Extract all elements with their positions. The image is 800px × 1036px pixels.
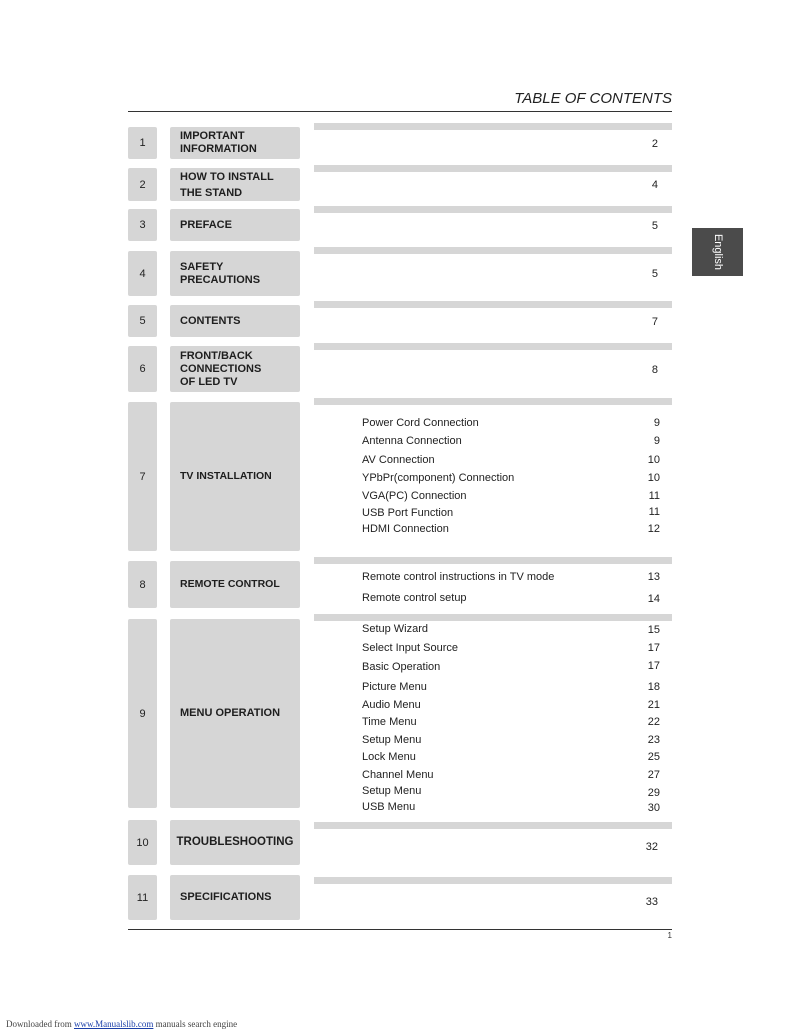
subsection-label[interactable]: Lock Menu bbox=[362, 751, 416, 763]
section-title[interactable]: FRONT/BACK CONNECTIONS OF LED TV bbox=[170, 346, 300, 392]
section-number: 1 bbox=[128, 127, 157, 159]
section-number: 11 bbox=[128, 875, 157, 920]
section-page[interactable]: 5 bbox=[651, 220, 658, 232]
subsection-page[interactable]: 15 bbox=[647, 624, 660, 636]
subsection-page[interactable]: 27 bbox=[647, 769, 660, 781]
subsection-page[interactable]: 9 bbox=[653, 435, 660, 447]
manualslib-link[interactable]: www.Manualslib.com bbox=[73, 1019, 154, 1029]
bottom-rule bbox=[128, 929, 672, 930]
subsection-label[interactable]: USB Menu bbox=[362, 801, 416, 813]
subsection-page[interactable]: 9 bbox=[653, 417, 660, 429]
subsection-page[interactable]: 13 bbox=[647, 571, 660, 583]
subsection-page[interactable]: 12 bbox=[647, 523, 660, 535]
section-bar bbox=[314, 398, 672, 405]
subsection-page[interactable]: 29 bbox=[647, 787, 660, 799]
section-bar bbox=[314, 165, 672, 172]
subsection-label[interactable]: Picture Menu bbox=[362, 681, 427, 693]
section-title[interactable]: SAFETY PRECAUTIONS bbox=[170, 251, 300, 296]
section-bar bbox=[314, 301, 672, 308]
subsection-label[interactable]: YPbPr(component) Connection bbox=[362, 472, 515, 484]
subsection-label[interactable]: Setup Menu bbox=[362, 785, 422, 797]
section-bar bbox=[314, 614, 672, 621]
section-number: 7 bbox=[128, 402, 157, 551]
subsection-label[interactable]: Audio Menu bbox=[362, 699, 421, 711]
section-title[interactable]: MENU OPERATION bbox=[170, 619, 300, 808]
section-title[interactable]: SPECIFICATIONS bbox=[170, 875, 300, 920]
section-bar bbox=[314, 557, 672, 564]
download-footer bbox=[6, 1019, 237, 1029]
subsection-page[interactable]: 22 bbox=[647, 716, 660, 728]
subsection-page[interactable]: 14 bbox=[647, 593, 660, 605]
page-number: 1 bbox=[667, 931, 672, 940]
section-title[interactable]: REMOTE CONTROL bbox=[170, 561, 300, 608]
section-page[interactable]: 7 bbox=[651, 316, 658, 328]
subsection-page[interactable]: 25 bbox=[647, 751, 660, 763]
subsection-label[interactable]: Power Cord Connection bbox=[362, 417, 479, 429]
section-title[interactable]: IMPORTANT INFORMATION bbox=[170, 127, 300, 159]
section-bar bbox=[314, 343, 672, 350]
section-title[interactable]: TROUBLESHOOTING bbox=[170, 820, 300, 865]
section-page[interactable]: 2 bbox=[651, 138, 658, 150]
subsection-label[interactable]: Setup Menu bbox=[362, 734, 422, 746]
subsection-label[interactable]: USB Port Function bbox=[362, 507, 454, 519]
section-page[interactable]: 4 bbox=[651, 179, 658, 191]
subsection-label[interactable]: Basic Operation bbox=[362, 661, 441, 673]
language-tab bbox=[692, 228, 743, 276]
subsection-page[interactable]: 23 bbox=[647, 734, 660, 746]
section-number: 2 bbox=[128, 168, 157, 201]
subsection-page[interactable]: 10 bbox=[647, 454, 660, 466]
subsection-label[interactable]: Antenna Connection bbox=[362, 435, 462, 447]
section-number: 10 bbox=[128, 820, 157, 865]
section-bar bbox=[314, 123, 672, 130]
section-page[interactable]: 32 bbox=[645, 841, 658, 853]
section-title[interactable]: CONTENTS bbox=[170, 305, 300, 337]
section-number: 3 bbox=[128, 209, 157, 241]
subsection-page[interactable]: 10 bbox=[647, 472, 660, 484]
section-page[interactable]: 8 bbox=[651, 364, 658, 376]
subsection-label[interactable]: Setup Wizard bbox=[362, 623, 429, 635]
subsection-label[interactable]: Time Menu bbox=[362, 716, 417, 728]
subsection-label[interactable]: Channel Menu bbox=[362, 769, 434, 781]
language-tab-label: English bbox=[711, 233, 724, 271]
subsection-page[interactable]: 11 bbox=[648, 506, 660, 518]
subsection-label[interactable]: HDMI Connection bbox=[362, 523, 449, 535]
subsection-page[interactable]: 17 bbox=[647, 642, 660, 654]
subsection-label[interactable]: AV Connection bbox=[362, 454, 435, 466]
section-number: 8 bbox=[128, 561, 157, 608]
subsection-page[interactable]: 21 bbox=[647, 699, 660, 711]
top-rule bbox=[128, 111, 672, 112]
subsection-label[interactable]: VGA(PC) Connection bbox=[362, 490, 467, 502]
section-title[interactable]: PREFACE bbox=[170, 209, 300, 241]
section-bar bbox=[314, 247, 672, 254]
section-bar bbox=[314, 206, 672, 213]
section-bar bbox=[314, 877, 672, 884]
subsection-page[interactable]: 11 bbox=[648, 490, 660, 502]
section-title[interactable]: TV INSTALLATION bbox=[170, 402, 300, 551]
subsection-label[interactable]: Remote control instructions in TV mode bbox=[362, 571, 555, 583]
section-page[interactable]: 5 bbox=[651, 268, 658, 280]
section-number: 4 bbox=[128, 251, 157, 296]
footer-prefix: Downloaded from bbox=[6, 1019, 74, 1029]
section-page[interactable]: 33 bbox=[645, 896, 658, 908]
subsection-page[interactable]: 17 bbox=[647, 660, 660, 672]
footer-suffix: manuals search engine bbox=[153, 1019, 238, 1029]
section-number: 5 bbox=[128, 305, 157, 337]
subsection-page[interactable]: 18 bbox=[647, 681, 660, 693]
subsection-page[interactable]: 30 bbox=[647, 802, 660, 814]
section-number: 6 bbox=[128, 346, 157, 392]
section-title[interactable]: HOW TO INSTALL THE STAND bbox=[170, 168, 300, 201]
subsection-label[interactable]: Select Input Source bbox=[362, 642, 459, 654]
page-title: TABLE OF CONTENTS bbox=[514, 90, 672, 107]
section-bar bbox=[314, 822, 672, 829]
subsection-label[interactable]: Remote control setup bbox=[362, 592, 467, 604]
section-number: 9 bbox=[128, 619, 157, 808]
